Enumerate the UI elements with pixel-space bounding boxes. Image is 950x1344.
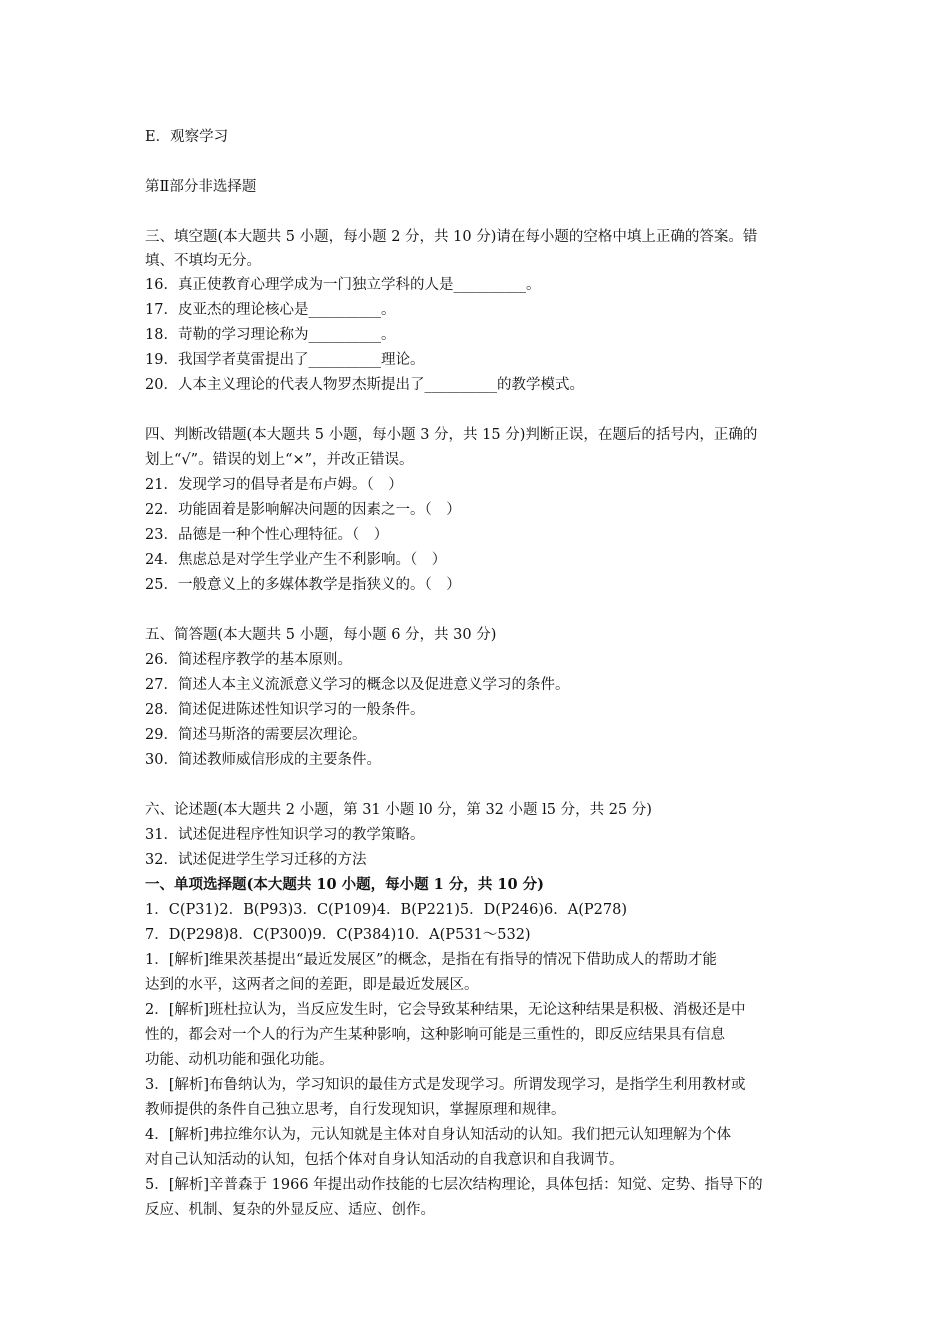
section-5-heading: 五、简答题(本大题共 5 小题，每小题 6 分，共 30 分) (145, 627, 497, 643)
explanation-5-cont: 反应、机制、复杂的外显反应、适应、创作。 (145, 1202, 435, 1218)
question-30: 30．简述教师威信形成的主要条件。 (145, 752, 381, 768)
question-19: 19．我国学者莫雷提出了__________理论。 (145, 352, 425, 368)
explanation-2-cont-2: 功能、动机功能和强化功能。 (145, 1052, 334, 1068)
question-17: 17．皮亚杰的理论核心是__________。 (145, 302, 396, 318)
explanation-4-cont: 对自己认知活动的认知，包括个体对自身认知活动的自我意识和自我调节。 (145, 1152, 624, 1168)
question-24: 24．焦虑总是对学生学业产生不利影响。（ ） (145, 552, 447, 568)
explanation-4: 4．[解析]弗拉维尔认为，元认知就是主体对自身认知活动的认知。我们把元认知理解为个体 (145, 1127, 732, 1143)
question-26: 26．简述程序教学的基本原则。 (145, 652, 352, 668)
explanation-3-cont: 教师提供的条件自己独立思考，自行发现知识，掌握原理和规律。 (145, 1102, 566, 1118)
part-two-heading: 第Ⅱ部分非选择题 (145, 179, 257, 195)
question-31: 31．试述促进程序性知识学习的教学策略。 (145, 827, 425, 843)
explanation-2: 2．[解析]班杜拉认为，当反应发生时，它会导致某种结果，无论这种结果是积极、消极还是中 (145, 1002, 746, 1018)
option-e: E．观察学习 (145, 129, 229, 145)
question-20: 20．人本主义理论的代表人物罗杰斯提出了__________的教学模式。 (145, 377, 584, 393)
section-3-heading-cont: 填、不填均无分。 (145, 253, 261, 269)
answer-key-row-2: 7．D(P298)8．C(P300)9．C(P384)10．A(P531～532) (145, 927, 531, 943)
explanation-1: 1．[解析]维果茨基提出“最近发展区”的概念，是指在有指导的情况下借助成人的帮助才能 (145, 952, 717, 968)
question-18: 18．苛勒的学习理论称为__________。 (145, 327, 396, 343)
explanation-2-cont: 性的，都会对一个人的行为产生某种影响，这种影响可能是三重性的，即反应结果具有信息 (145, 1027, 725, 1043)
explanation-3: 3．[解析]布鲁纳认为，学习知识的最佳方式是发现学习。所谓发现学习，是指学生利用教材或 (145, 1077, 746, 1093)
question-32: 32．试述促进学生学习迁移的方法 (145, 852, 367, 868)
section-6-heading: 六、论述题(本大题共 2 小题，第 31 小题 l0 分，第 32 小题 l5 分，共 25 分) (145, 802, 652, 818)
question-21: 21．发现学习的倡导者是布卢姆。（ ） (145, 477, 403, 493)
question-28: 28．简述促进陈述性知识学习的一般条件。 (145, 702, 425, 718)
question-25: 25．一般意义上的多媒体教学是指狭义的。（ ） (145, 577, 461, 593)
section-4-heading: 四、判断改错题(本大题共 5 小题，每小题 3 分，共 15 分)判断正误，在题后的括号内，正确的 (145, 427, 758, 443)
question-27: 27．简述人本主义流派意义学习的概念以及促进意义学习的条件。 (145, 677, 570, 693)
question-22: 22．功能固着是影响解决问题的因素之一。（ ） (145, 502, 461, 518)
question-29: 29．简述马斯洛的需要层次理论。 (145, 727, 367, 743)
explanation-5: 5．[解析]辛普森于 1966 年提出动作技能的七层次结构理论，具体包括：知觉、定势、指导下的 (145, 1177, 763, 1193)
answer-section-1-heading: 一、单项选择题(本大题共 10 小题，每小题 1 分，共 10 分) (145, 876, 544, 893)
answer-key-row-1: 1．C(P31)2．B(P93)3．C(P109)4．B(P221)5．D(P246)6．A(P278) (145, 902, 627, 918)
question-16: 16．真正使教育心理学成为一门独立学科的人是__________。 (145, 277, 541, 293)
section-4-heading-cont: 划上“√”。错误的划上“×”，并改正错误。 (145, 452, 414, 468)
question-23: 23．品德是一种个性心理特征。（ ） (145, 527, 389, 543)
explanation-1-cont: 达到的水平，这两者之间的差距，即是最近发展区。 (145, 977, 479, 993)
section-3-heading: 三、填空题(本大题共 5 小题，每小题 2 分，共 10 分)请在每小题的空格中填上正确的答案。错 (145, 229, 758, 245)
